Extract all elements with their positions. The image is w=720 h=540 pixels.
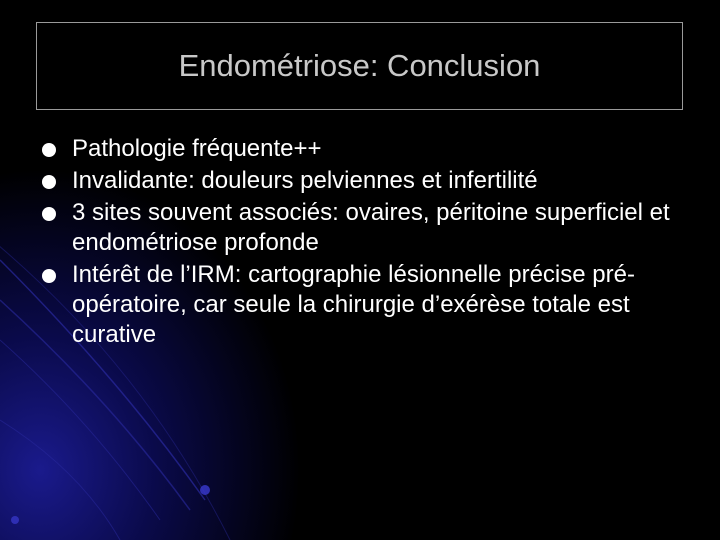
bullet-item [40, 260, 700, 350]
bullet-dot-icon [42, 207, 56, 221]
title-box [36, 22, 683, 110]
bullet-item [40, 198, 700, 258]
bullet-item [40, 134, 700, 164]
bullet-text: Pathologie fréquente++ [72, 135, 322, 162]
slide-title: Endométriose: Conclusion [178, 48, 541, 83]
bullet-text: Invalidante: douleurs pelviennes et infertilité [72, 167, 538, 194]
bullet-dot-icon [42, 175, 56, 189]
bullet-dot-icon [42, 143, 56, 157]
bullet-text: 3 sites souvent associés: ovaires, péritoine superficiel et endométriose profonde [72, 199, 670, 256]
bullet-list [40, 134, 700, 352]
bullet-dot-icon [42, 269, 56, 283]
bullet-item [40, 166, 700, 196]
bullet-text: Intérêt de l’IRM: cartographie lésionnelle précise pré-opératoire, car seule la chirurgie d’exérèse totale est curative [72, 261, 635, 348]
